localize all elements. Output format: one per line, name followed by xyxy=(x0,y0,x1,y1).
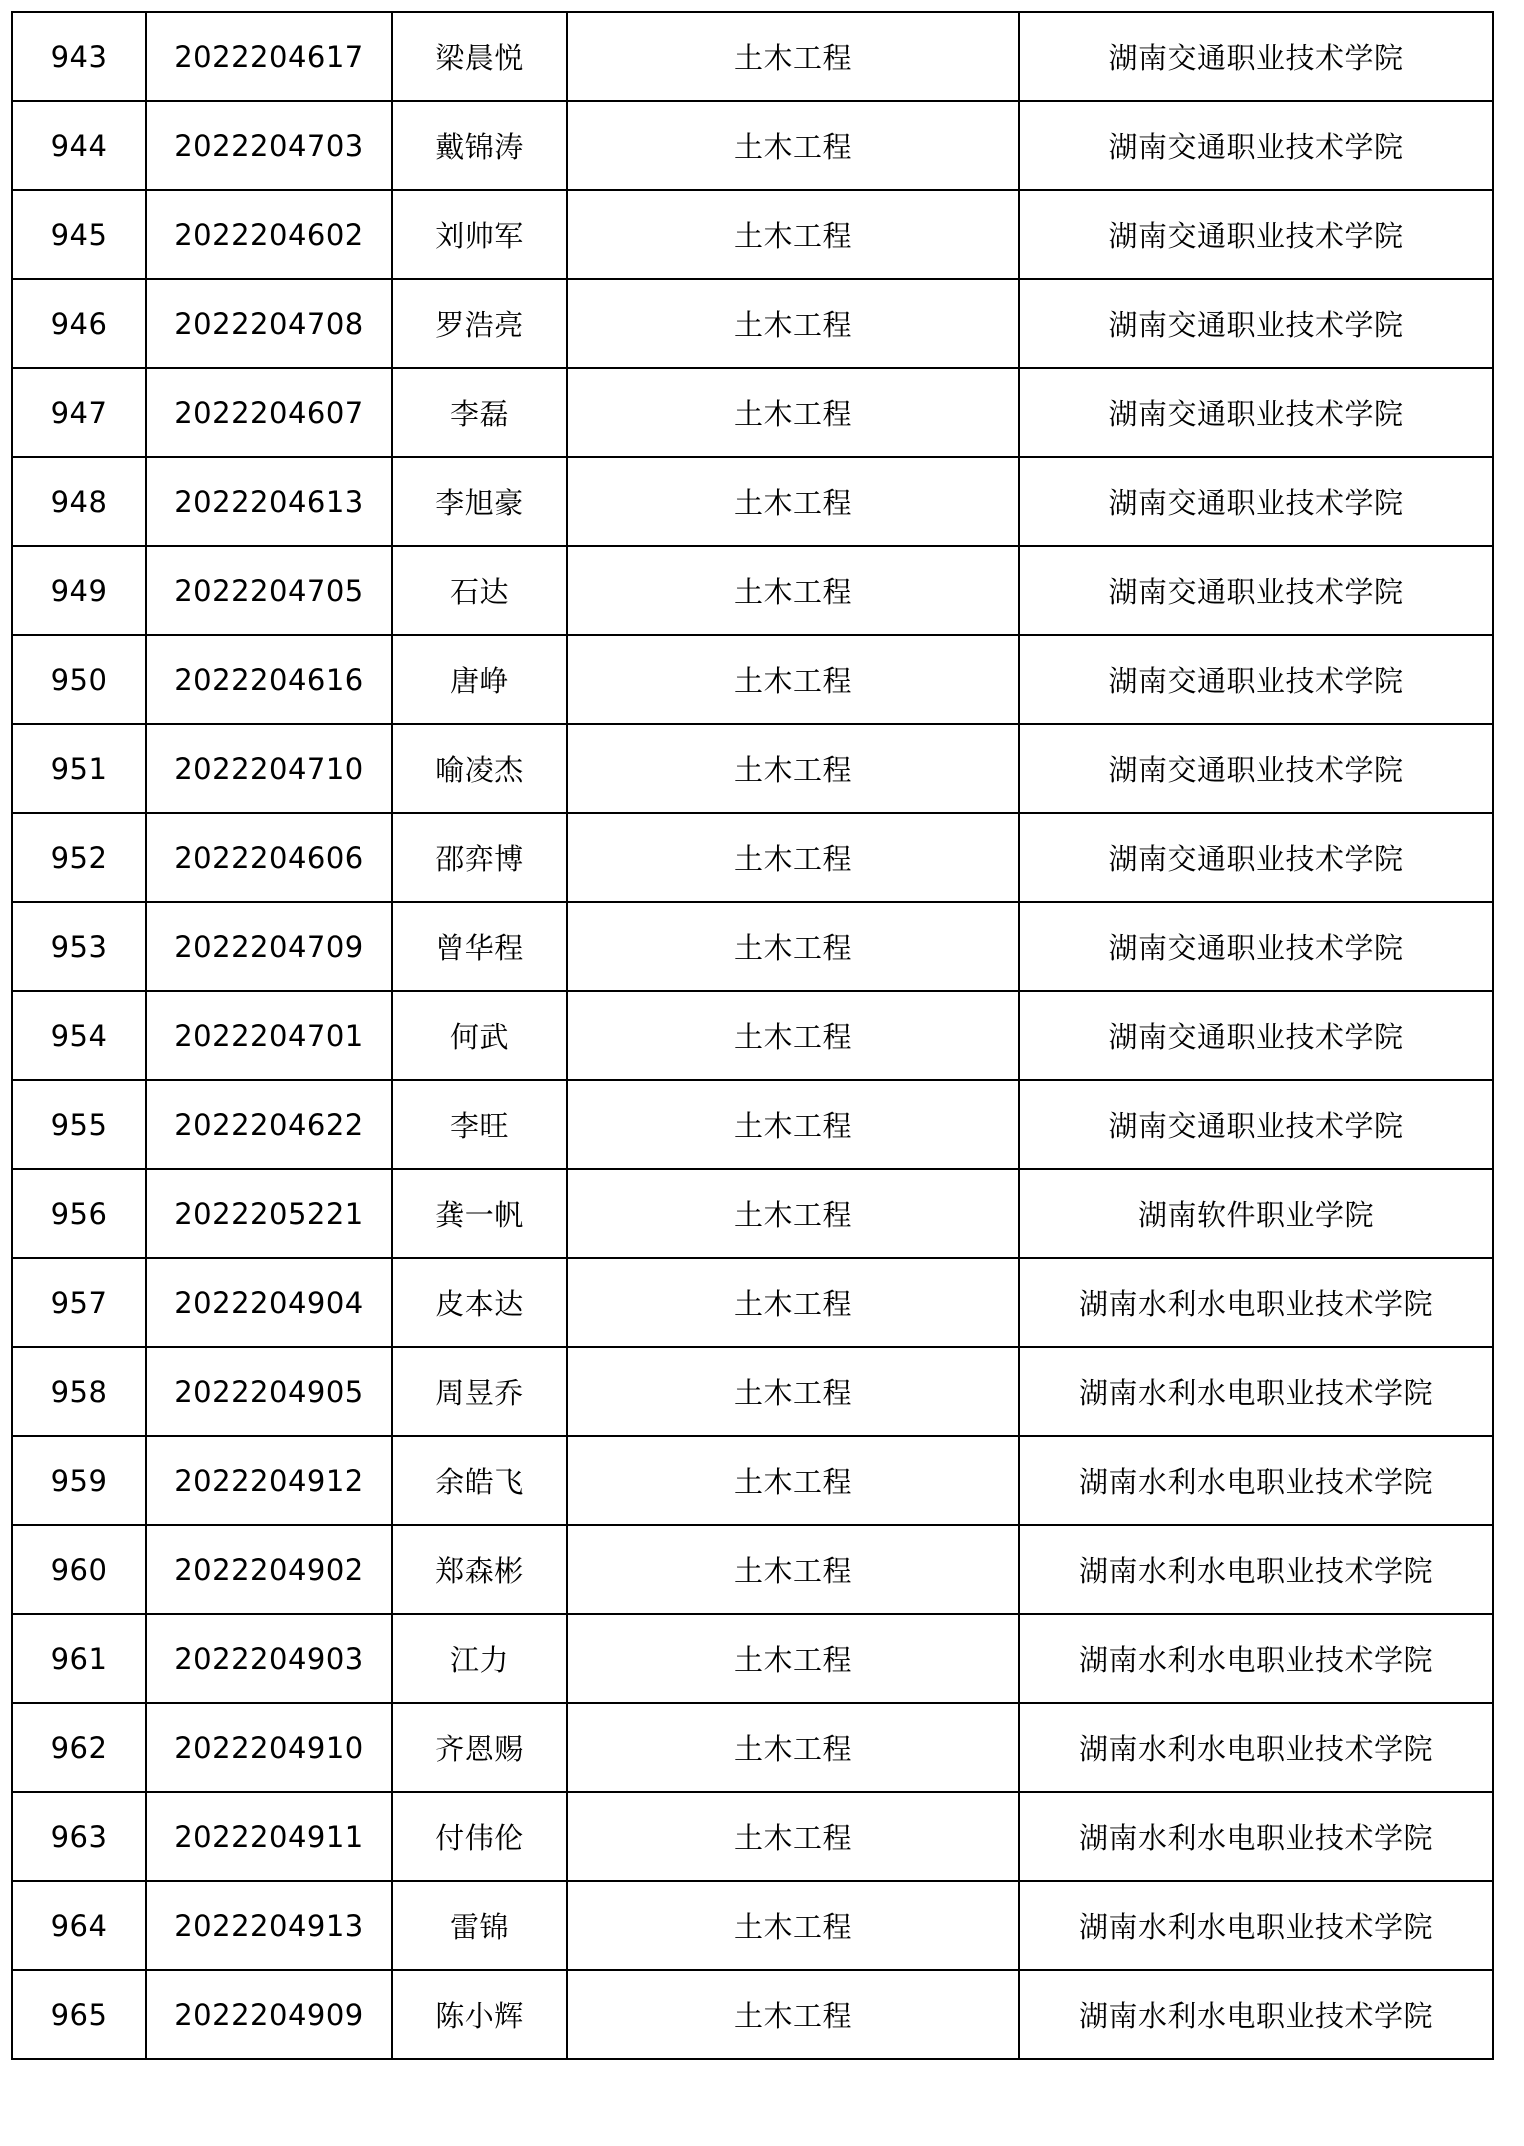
student-roster-table xyxy=(11,11,1494,2060)
student-name-cell: 罗浩亮 xyxy=(392,279,567,368)
student-id-cell: 2022204613 xyxy=(146,457,392,546)
table-row xyxy=(12,1525,1493,1614)
school-cell: 湖南交通职业技术学院 xyxy=(1019,813,1493,902)
student-name-cell: 李旺 xyxy=(392,1080,567,1169)
major-cell: 土木工程 xyxy=(567,1347,1019,1436)
serial-number-cell: 961 xyxy=(12,1614,146,1703)
student-name-cell: 江力 xyxy=(392,1614,567,1703)
table-row xyxy=(12,1614,1493,1703)
major-cell: 土木工程 xyxy=(567,1169,1019,1258)
school-cell: 湖南水利水电职业技术学院 xyxy=(1019,1881,1493,1970)
table-row xyxy=(12,279,1493,368)
serial-number-cell: 948 xyxy=(12,457,146,546)
major-cell: 土木工程 xyxy=(567,813,1019,902)
student-name-cell: 邵弈博 xyxy=(392,813,567,902)
student-name-cell: 龚一帆 xyxy=(392,1169,567,1258)
student-id-cell: 2022204905 xyxy=(146,1347,392,1436)
table-row xyxy=(12,1436,1493,1525)
student-name-cell: 李旭豪 xyxy=(392,457,567,546)
table-row xyxy=(12,101,1493,190)
serial-number-cell: 947 xyxy=(12,368,146,457)
school-cell: 湖南交通职业技术学院 xyxy=(1019,457,1493,546)
student-name-cell: 余皓飞 xyxy=(392,1436,567,1525)
serial-number-cell: 943 xyxy=(12,12,146,101)
table-row xyxy=(12,1080,1493,1169)
serial-number-cell: 959 xyxy=(12,1436,146,1525)
student-name-cell: 周昱乔 xyxy=(392,1347,567,1436)
table-row xyxy=(12,1169,1493,1258)
major-cell: 土木工程 xyxy=(567,190,1019,279)
table-row xyxy=(12,1881,1493,1970)
student-id-cell: 2022204710 xyxy=(146,724,392,813)
student-name-cell: 曾华程 xyxy=(392,902,567,991)
serial-number-cell: 952 xyxy=(12,813,146,902)
table-row xyxy=(12,12,1493,101)
major-cell: 土木工程 xyxy=(567,279,1019,368)
major-cell: 土木工程 xyxy=(567,1614,1019,1703)
roster-body xyxy=(12,12,1493,2059)
student-name-cell: 唐峥 xyxy=(392,635,567,724)
table-row xyxy=(12,724,1493,813)
major-cell: 土木工程 xyxy=(567,546,1019,635)
serial-number-cell: 945 xyxy=(12,190,146,279)
table-row xyxy=(12,190,1493,279)
school-cell: 湖南交通职业技术学院 xyxy=(1019,902,1493,991)
student-name-cell: 郑森彬 xyxy=(392,1525,567,1614)
table-row xyxy=(12,546,1493,635)
school-cell: 湖南水利水电职业技术学院 xyxy=(1019,1970,1493,2059)
school-cell: 湖南水利水电职业技术学院 xyxy=(1019,1347,1493,1436)
table-row xyxy=(12,1970,1493,2059)
student-id-cell: 2022204913 xyxy=(146,1881,392,1970)
student-name-cell: 戴锦涛 xyxy=(392,101,567,190)
major-cell: 土木工程 xyxy=(567,1970,1019,2059)
serial-number-cell: 946 xyxy=(12,279,146,368)
student-name-cell: 梁晨悦 xyxy=(392,12,567,101)
school-cell: 湖南交通职业技术学院 xyxy=(1019,190,1493,279)
student-id-cell: 2022204602 xyxy=(146,190,392,279)
student-id-cell: 2022204902 xyxy=(146,1525,392,1614)
student-name-cell: 喻凌杰 xyxy=(392,724,567,813)
school-cell: 湖南交通职业技术学院 xyxy=(1019,279,1493,368)
serial-number-cell: 963 xyxy=(12,1792,146,1881)
school-cell: 湖南水利水电职业技术学院 xyxy=(1019,1703,1493,1792)
school-cell: 湖南交通职业技术学院 xyxy=(1019,1080,1493,1169)
serial-number-cell: 957 xyxy=(12,1258,146,1347)
serial-number-cell: 962 xyxy=(12,1703,146,1792)
major-cell: 土木工程 xyxy=(567,635,1019,724)
student-name-cell: 皮本达 xyxy=(392,1258,567,1347)
student-name-cell: 刘帅军 xyxy=(392,190,567,279)
student-name-cell: 雷锦 xyxy=(392,1881,567,1970)
student-id-cell: 2022205221 xyxy=(146,1169,392,1258)
school-cell: 湖南交通职业技术学院 xyxy=(1019,991,1493,1080)
student-id-cell: 2022204703 xyxy=(146,101,392,190)
table-row xyxy=(12,1792,1493,1881)
serial-number-cell: 951 xyxy=(12,724,146,813)
serial-number-cell: 954 xyxy=(12,991,146,1080)
major-cell: 土木工程 xyxy=(567,1080,1019,1169)
major-cell: 土木工程 xyxy=(567,991,1019,1080)
major-cell: 土木工程 xyxy=(567,368,1019,457)
school-cell: 湖南水利水电职业技术学院 xyxy=(1019,1525,1493,1614)
student-id-cell: 2022204616 xyxy=(146,635,392,724)
table-row xyxy=(12,902,1493,991)
major-cell: 土木工程 xyxy=(567,1258,1019,1347)
school-cell: 湖南水利水电职业技术学院 xyxy=(1019,1258,1493,1347)
school-cell: 湖南交通职业技术学院 xyxy=(1019,635,1493,724)
serial-number-cell: 956 xyxy=(12,1169,146,1258)
student-name-cell: 齐恩赐 xyxy=(392,1703,567,1792)
student-id-cell: 2022204701 xyxy=(146,991,392,1080)
table-row xyxy=(12,1347,1493,1436)
student-name-cell: 陈小辉 xyxy=(392,1970,567,2059)
table-row xyxy=(12,1703,1493,1792)
student-id-cell: 2022204708 xyxy=(146,279,392,368)
serial-number-cell: 964 xyxy=(12,1881,146,1970)
serial-number-cell: 960 xyxy=(12,1525,146,1614)
major-cell: 土木工程 xyxy=(567,902,1019,991)
school-cell: 湖南水利水电职业技术学院 xyxy=(1019,1614,1493,1703)
table-row xyxy=(12,991,1493,1080)
serial-number-cell: 965 xyxy=(12,1970,146,2059)
major-cell: 土木工程 xyxy=(567,724,1019,813)
serial-number-cell: 953 xyxy=(12,902,146,991)
student-id-cell: 2022204904 xyxy=(146,1258,392,1347)
school-cell: 湖南交通职业技术学院 xyxy=(1019,368,1493,457)
student-id-cell: 2022204911 xyxy=(146,1792,392,1881)
school-cell: 湖南软件职业学院 xyxy=(1019,1169,1493,1258)
school-cell: 湖南交通职业技术学院 xyxy=(1019,101,1493,190)
major-cell: 土木工程 xyxy=(567,1525,1019,1614)
table-row xyxy=(12,368,1493,457)
table-row xyxy=(12,457,1493,546)
student-id-cell: 2022204709 xyxy=(146,902,392,991)
school-cell: 湖南交通职业技术学院 xyxy=(1019,12,1493,101)
student-id-cell: 2022204909 xyxy=(146,1970,392,2059)
school-cell: 湖南水利水电职业技术学院 xyxy=(1019,1792,1493,1881)
student-id-cell: 2022204617 xyxy=(146,12,392,101)
student-id-cell: 2022204903 xyxy=(146,1614,392,1703)
serial-number-cell: 955 xyxy=(12,1080,146,1169)
serial-number-cell: 958 xyxy=(12,1347,146,1436)
student-id-cell: 2022204607 xyxy=(146,368,392,457)
major-cell: 土木工程 xyxy=(567,101,1019,190)
school-cell: 湖南水利水电职业技术学院 xyxy=(1019,1436,1493,1525)
major-cell: 土木工程 xyxy=(567,1436,1019,1525)
school-cell: 湖南交通职业技术学院 xyxy=(1019,546,1493,635)
table-row xyxy=(12,1258,1493,1347)
student-id-cell: 2022204606 xyxy=(146,813,392,902)
school-cell: 湖南交通职业技术学院 xyxy=(1019,724,1493,813)
student-name-cell: 付伟伦 xyxy=(392,1792,567,1881)
student-id-cell: 2022204705 xyxy=(146,546,392,635)
student-name-cell: 石达 xyxy=(392,546,567,635)
student-name-cell: 何武 xyxy=(392,991,567,1080)
major-cell: 土木工程 xyxy=(567,1703,1019,1792)
student-name-cell: 李磊 xyxy=(392,368,567,457)
student-id-cell: 2022204622 xyxy=(146,1080,392,1169)
table-row xyxy=(12,813,1493,902)
serial-number-cell: 949 xyxy=(12,546,146,635)
serial-number-cell: 950 xyxy=(12,635,146,724)
major-cell: 土木工程 xyxy=(567,12,1019,101)
table-row xyxy=(12,635,1493,724)
serial-number-cell: 944 xyxy=(12,101,146,190)
major-cell: 土木工程 xyxy=(567,1881,1019,1970)
major-cell: 土木工程 xyxy=(567,1792,1019,1881)
major-cell: 土木工程 xyxy=(567,457,1019,546)
student-id-cell: 2022204912 xyxy=(146,1436,392,1525)
student-id-cell: 2022204910 xyxy=(146,1703,392,1792)
